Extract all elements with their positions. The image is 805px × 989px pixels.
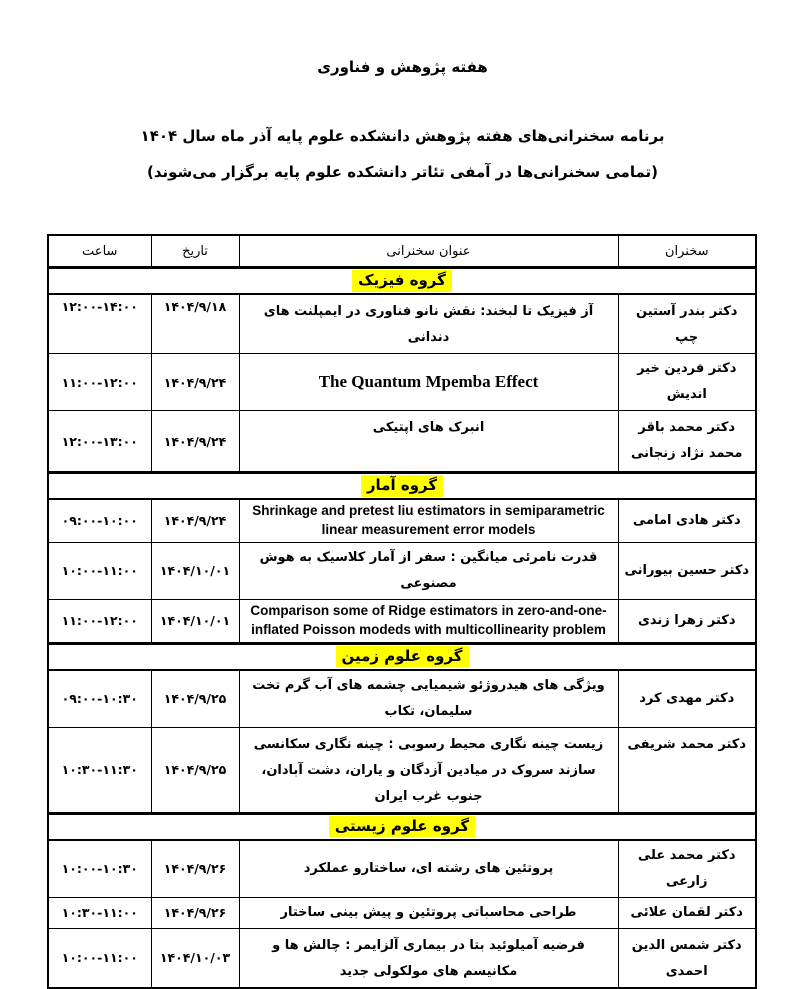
table-header-row: [48, 235, 756, 268]
header-date: تاریخ: [151, 235, 239, 268]
talk-title-cell: Comparison some of Ridge estimators in zero-and-one-inflated Poisson modeds with multicollinearity problem: [239, 599, 618, 643]
table-row: [48, 897, 756, 928]
speaker-cell: دکتر هادی امامی: [618, 499, 756, 542]
schedule-table: [47, 234, 757, 989]
table-row: [48, 542, 756, 599]
table-row: [48, 928, 756, 988]
time-cell: ۱۱:۰۰-۱۲:۰۰: [48, 354, 151, 411]
talk-title-cell: زیست چینه نگاری محیط رسوبی : چینه نگاری سکانسی سازند سروک در میادین آزدگان و یاران، دشت آبادان، جنوب غرب ایران: [239, 727, 618, 813]
time-cell: ۱۱:۰۰-۱۲:۰۰: [48, 599, 151, 643]
speaker-cell: دکتر شمس الدین احمدی: [618, 928, 756, 988]
header-talk-title: عنوان سخنرانی: [239, 235, 618, 268]
header-time: ساعت: [48, 235, 151, 268]
group-band-statistics: [48, 473, 756, 500]
group-band-physics: [48, 268, 756, 295]
time-cell: ۱۲:۰۰-۱۳:۰۰: [48, 411, 151, 473]
date-cell: ۱۴۰۴/۱۰/۰۳: [151, 928, 239, 988]
speaker-cell: دکتر حسین بیورانی: [618, 542, 756, 599]
date-cell: ۱۴۰۴/۹/۲۴: [151, 411, 239, 473]
table-row: [48, 499, 756, 542]
talk-title-cell: انبرک های اپتیکی: [239, 411, 618, 473]
table-row: [48, 840, 756, 898]
schedule-heading: برنامه سخنرانی‌های هفته پژوهش دانشکده علوم پایه آذر ماه سال ۱۴۰۴: [140, 127, 665, 145]
table-row: [48, 354, 756, 411]
talk-title-cell: فرضیه آمیلوئید بتا در بیماری آلزایمر : چالش ها و مکانیسم های مولکولی جدید: [239, 928, 618, 988]
time-cell: ۱۰:۰۰-۱۱:۰۰: [48, 928, 151, 988]
time-cell: ۱۰:۳۰-۱۱:۰۰: [48, 897, 151, 928]
page-title: هفته پژوهش و فناوری: [317, 58, 488, 76]
date-cell: ۱۴۰۴/۱۰/۰۱: [151, 542, 239, 599]
table-row: [48, 670, 756, 728]
talk-title-cell: آز فیزیک تا لبخند: نقش نانو فناوری در ایمپلنت های دندانی: [239, 294, 618, 354]
table-row: [48, 599, 756, 643]
group-band-earth-sciences: [48, 643, 756, 670]
time-cell: ۱۰:۰۰-۱۰:۳۰: [48, 840, 151, 898]
talk-title-cell: ویژگی های هیدروژئو شیمیایی چشمه های آب گرم تخت سلیمان، تکاب: [239, 670, 618, 728]
header-speaker: سخنران: [618, 235, 756, 268]
group-band-biological-sciences: [48, 813, 756, 840]
time-cell: ۰۹:۰۰-۱۰:۰۰: [48, 499, 151, 542]
date-cell: ۱۴۰۴/۹/۲۴: [151, 354, 239, 411]
date-cell: ۱۴۰۴/۹/۱۸: [151, 294, 239, 354]
talk-title-cell: قدرت نامرئی میانگین : سفر از آمار کلاسیک به هوش مصنوعی: [239, 542, 618, 599]
date-cell: ۱۴۰۴/۹/۲۵: [151, 670, 239, 728]
date-cell: ۱۴۰۴/۹/۲۵: [151, 727, 239, 813]
time-cell: ۱۲:۰۰-۱۴:۰۰: [48, 294, 151, 354]
speaker-cell: دکتر محمد علی زارعی: [618, 840, 756, 898]
table-row: [48, 411, 756, 473]
date-cell: ۱۴۰۴/۹/۲۶: [151, 840, 239, 898]
talk-title-cell: پروتئین های رشته ای، ساختارو عملکرد: [239, 840, 618, 898]
speaker-cell: دکتر زهرا زندی: [618, 599, 756, 643]
time-cell: ۱۰:۳۰-۱۱:۳۰: [48, 727, 151, 813]
time-cell: ۰۹:۰۰-۱۰:۳۰: [48, 670, 151, 728]
group-label: گروه علوم زیستی: [329, 816, 475, 838]
talk-title-cell: Shrinkage and pretest liu estimators in semiparametric linear measurement error models: [239, 499, 618, 542]
speaker-cell: دکتر بندر آستین چپ: [618, 294, 756, 354]
time-cell: ۱۰:۰۰-۱۱:۰۰: [48, 542, 151, 599]
speaker-cell: دکتر محمد شریفی: [618, 727, 756, 813]
speaker-cell: دکتر محمد باقر محمد نژاد زنجانی: [618, 411, 756, 473]
date-cell: ۱۴۰۴/۱۰/۰۱: [151, 599, 239, 643]
talk-title-cell: The Quantum Mpemba Effect: [239, 354, 618, 411]
group-label: گروه علوم زمین: [336, 646, 469, 668]
table-row: [48, 294, 756, 354]
date-cell: ۱۴۰۴/۹/۲۴: [151, 499, 239, 542]
group-label: گروه فیزیک: [352, 270, 452, 292]
group-label: گروه آمار: [361, 475, 443, 497]
speaker-cell: دکتر لقمان علائی: [618, 897, 756, 928]
table-row: [48, 727, 756, 813]
talk-title-cell: طراحی محاسباتی پروتئین و پیش بینی ساختار: [239, 897, 618, 928]
speaker-cell: دکتر مهدی کرد: [618, 670, 756, 728]
date-cell: ۱۴۰۴/۹/۲۶: [151, 897, 239, 928]
venue-note: (تمامی سخنرانی‌ها در آمفی تئاتر دانشکده علوم پایه برگزار می‌شوند): [146, 163, 659, 181]
speaker-cell: دکتر فردین خیر اندیش: [618, 354, 756, 411]
